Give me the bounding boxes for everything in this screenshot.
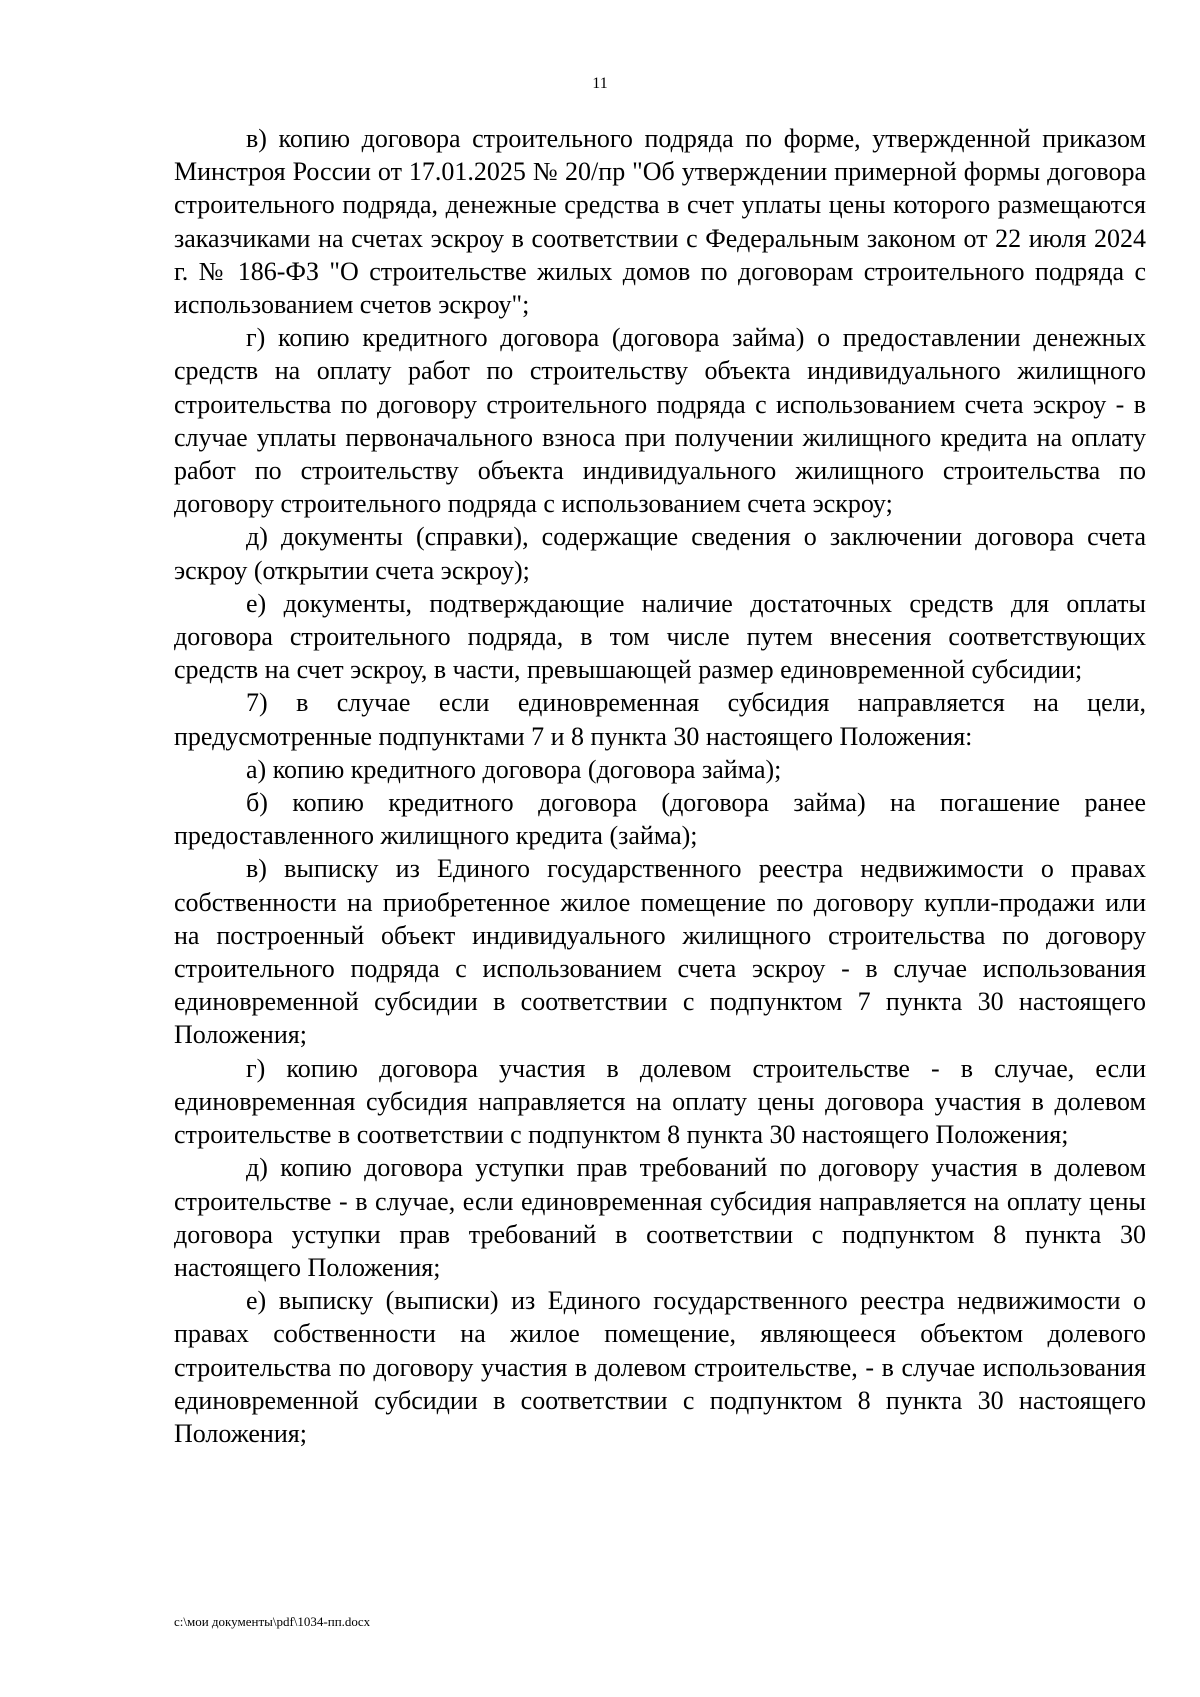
paragraph-g-shared-construction: г) копию договора участия в долевом строительстве - в случае, если единовременная субсидия направляется на оплату цены договора участия в долевом строительстве в соответствии с подпунктом 8 пункта 30 настоящего Положения;	[174, 1053, 1146, 1150]
paragraph-e-ownership-extract: е) выписку (выписки) из Единого государственного реестра недвижимости о правах собственности на жилое помещение, являющееся объектом долевого строительства по договору участия в долевом строительстве, - в случае использования единовременной субсидии в соответствии с подпунктом 8 пункта 30 настоящего Положения;	[174, 1286, 1146, 1448]
footer-file-path: c:\мои документы\pdf\1034-пп.docx	[174, 1614, 371, 1629]
page-number: 11	[592, 75, 608, 92]
paragraph-b-refinance-copy: б) копию кредитного договора (договора займа) на погашение ранее предоставленного жилищного кредита (займа);	[174, 788, 1146, 851]
paragraph-d-escrow-documents: д) документы (справки), содержащие сведения о заключении договора счета эскроу (открытии счета эскроу);	[174, 522, 1146, 585]
paragraph-e-sufficient-funds: е) документы, подтверждающие наличие достаточных средств для оплаты договора строительного подряда, в том числе путем внесения соответствующих средств на счет эскроу, в части, превышающей размер единовременной субсидии;	[174, 588, 1146, 685]
document-body	[174, 122, 1146, 1450]
paragraph-v-escrow-contract: в) копию договора строительного подряда по форме, утвержденной приказом Минстроя России от 17.01.2025 № 20/пр "Об утверждении примерной формы договора строительного подряда, денежные средства в счет уплаты цены которого размещаются заказчиками на счетах эскроу в соответствии с Федеральным законом от 22 июля 2024 г. № 186-ФЗ "О строительстве жилых домов по договорам строительного подряда с использованием счетов эскроу";	[174, 124, 1146, 320]
paragraph-d-assignment-contract: д) копию договора уступки прав требований по договору участия в долевом строительстве - в случае, если единовременная субсидия направляется на оплату цены договора уступки прав требований в соответствии с подпунктом 8 пункта 30 настоящего Положения;	[174, 1153, 1146, 1282]
paragraph-g-credit-contract: г) копию кредитного договора (договора займа) о предоставлении денежных средств на оплату работ по строительству объекта индивидуального жилищного строительства по договору строительного подряда с использованием счета эскроу - в случае уплаты первоначального взноса при получении жилищного кредита на оплату работ по строительству объекта индивидуального жилищного строительства по договору строительного подряда с использованием счета эскроу;	[174, 323, 1146, 519]
paragraph-7-subsidy-purposes: 7) в случае если единовременная субсидия направляется на цели, предусмотренные подпунктами 7 и 8 пункта 30 настоящего Положения:	[174, 688, 1146, 751]
paragraph-a-credit-copy: а) копию кредитного договора (договора займа);	[246, 754, 782, 784]
paragraph-v-registry-extract: в) выписку из Единого государственного реестра недвижимости о правах собственности на приобретенное жилое помещение по договору купли-продажи или на построенный объект индивидуального жилищного строительства по договору строительного подряда с использованием счета эскроу - в случае использования единовременной субсидии в соответствии с подпунктом 7 пункта 30 настоящего Положения;	[174, 854, 1146, 1050]
